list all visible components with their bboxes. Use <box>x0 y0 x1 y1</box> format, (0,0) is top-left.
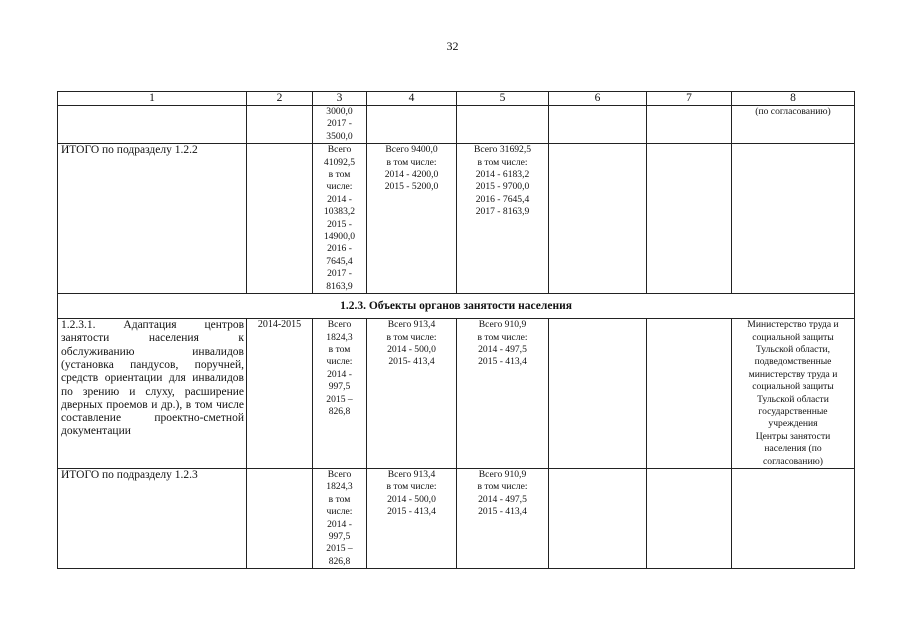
executor-cell <box>732 144 855 294</box>
table-row <box>58 106 855 144</box>
executor-cell: Министерство труда и социальной защиты Тульской области, подведомственные министерству труда и социальной защиты Тульской области государственные учреждения Центры занятости населения (по согласованию) <box>732 319 855 469</box>
row-title-cell: ИТОГО по подразделу 1.2.3 <box>58 468 247 568</box>
empty-cell <box>549 468 647 568</box>
table-row <box>58 468 855 568</box>
header-row <box>58 92 855 106</box>
executor-cell <box>732 468 855 568</box>
empty-cell <box>549 144 647 294</box>
header-cell: 5 <box>457 92 549 106</box>
funding-cell: Всего 913,4 в том числе: 2014 - 500,0 2015 - 413,4 <box>367 468 457 568</box>
executor-cell: (по согласованию) <box>732 106 855 144</box>
page-number: 32 <box>446 39 459 53</box>
funding-cell <box>457 106 549 144</box>
section-title: 1.2.3. Объекты органов занятости населения <box>58 294 855 319</box>
total-funding-cell: Всего 1824,3 в том числе: 2014 - 997,5 2015 – 826,8 <box>313 319 367 469</box>
empty-cell <box>647 144 732 294</box>
total-funding-cell: Всего 1824,3 в том числе: 2014 - 997,5 2015 – 826,8 <box>313 468 367 568</box>
header-cell: 3 <box>313 92 367 106</box>
empty-cell <box>549 319 647 469</box>
period-cell <box>247 106 313 144</box>
empty-cell <box>549 106 647 144</box>
total-funding-cell: Всего 41092,5 в том числе: 2014 - 10383,2 2015 - 14900,0 2016 - 7645,4 2017 - 8163,9 <box>313 144 367 294</box>
row-title-cell: ИТОГО по подразделу 1.2.2 <box>58 144 247 294</box>
header-cell: 2 <box>247 92 313 106</box>
header-cell: 1 <box>58 92 247 106</box>
period-cell <box>247 144 313 294</box>
header-cell: 6 <box>549 92 647 106</box>
section-row <box>58 294 855 319</box>
funding-cell: Всего 913,4 в том числе: 2014 - 500,0 2015- 413,4 <box>367 319 457 469</box>
funding-cell: Всего 910,9 в том числе: 2014 - 497,5 2015 - 413,4 <box>457 319 549 469</box>
period-cell: 2014-2015 <box>247 319 313 469</box>
table-row <box>58 144 855 294</box>
funding-cell <box>367 106 457 144</box>
row-title-cell: 1.2.3.1. Адаптация центров занятости населения к обслуживанию инвалидов (установка пандусов, поручней, средств ориентации для инвалидов по зрению и слуху, расширение дверных проемов и др.), в том числе составление проектно-сметной документации <box>58 319 247 469</box>
header-cell: 8 <box>732 92 855 106</box>
empty-cell <box>647 468 732 568</box>
empty-cell <box>647 319 732 469</box>
program-table <box>57 91 855 569</box>
period-cell <box>247 468 313 568</box>
funding-cell: Всего 910,9 в том числе: 2014 - 497,5 2015 - 413,4 <box>457 468 549 568</box>
table-row <box>58 319 855 469</box>
header-cell: 4 <box>367 92 457 106</box>
funding-cell: Всего 9400,0 в том числе: 2014 - 4200,0 2015 - 5200,0 <box>367 144 457 294</box>
row-title-cell <box>58 106 247 144</box>
header-cell: 7 <box>647 92 732 106</box>
empty-cell <box>647 106 732 144</box>
total-funding-cell: 3000,0 2017 - 3500,0 <box>313 106 367 144</box>
funding-cell: Всего 31692,5 в том числе: 2014 - 6183,2 2015 - 9700,0 2016 - 7645,4 2017 - 8163,9 <box>457 144 549 294</box>
